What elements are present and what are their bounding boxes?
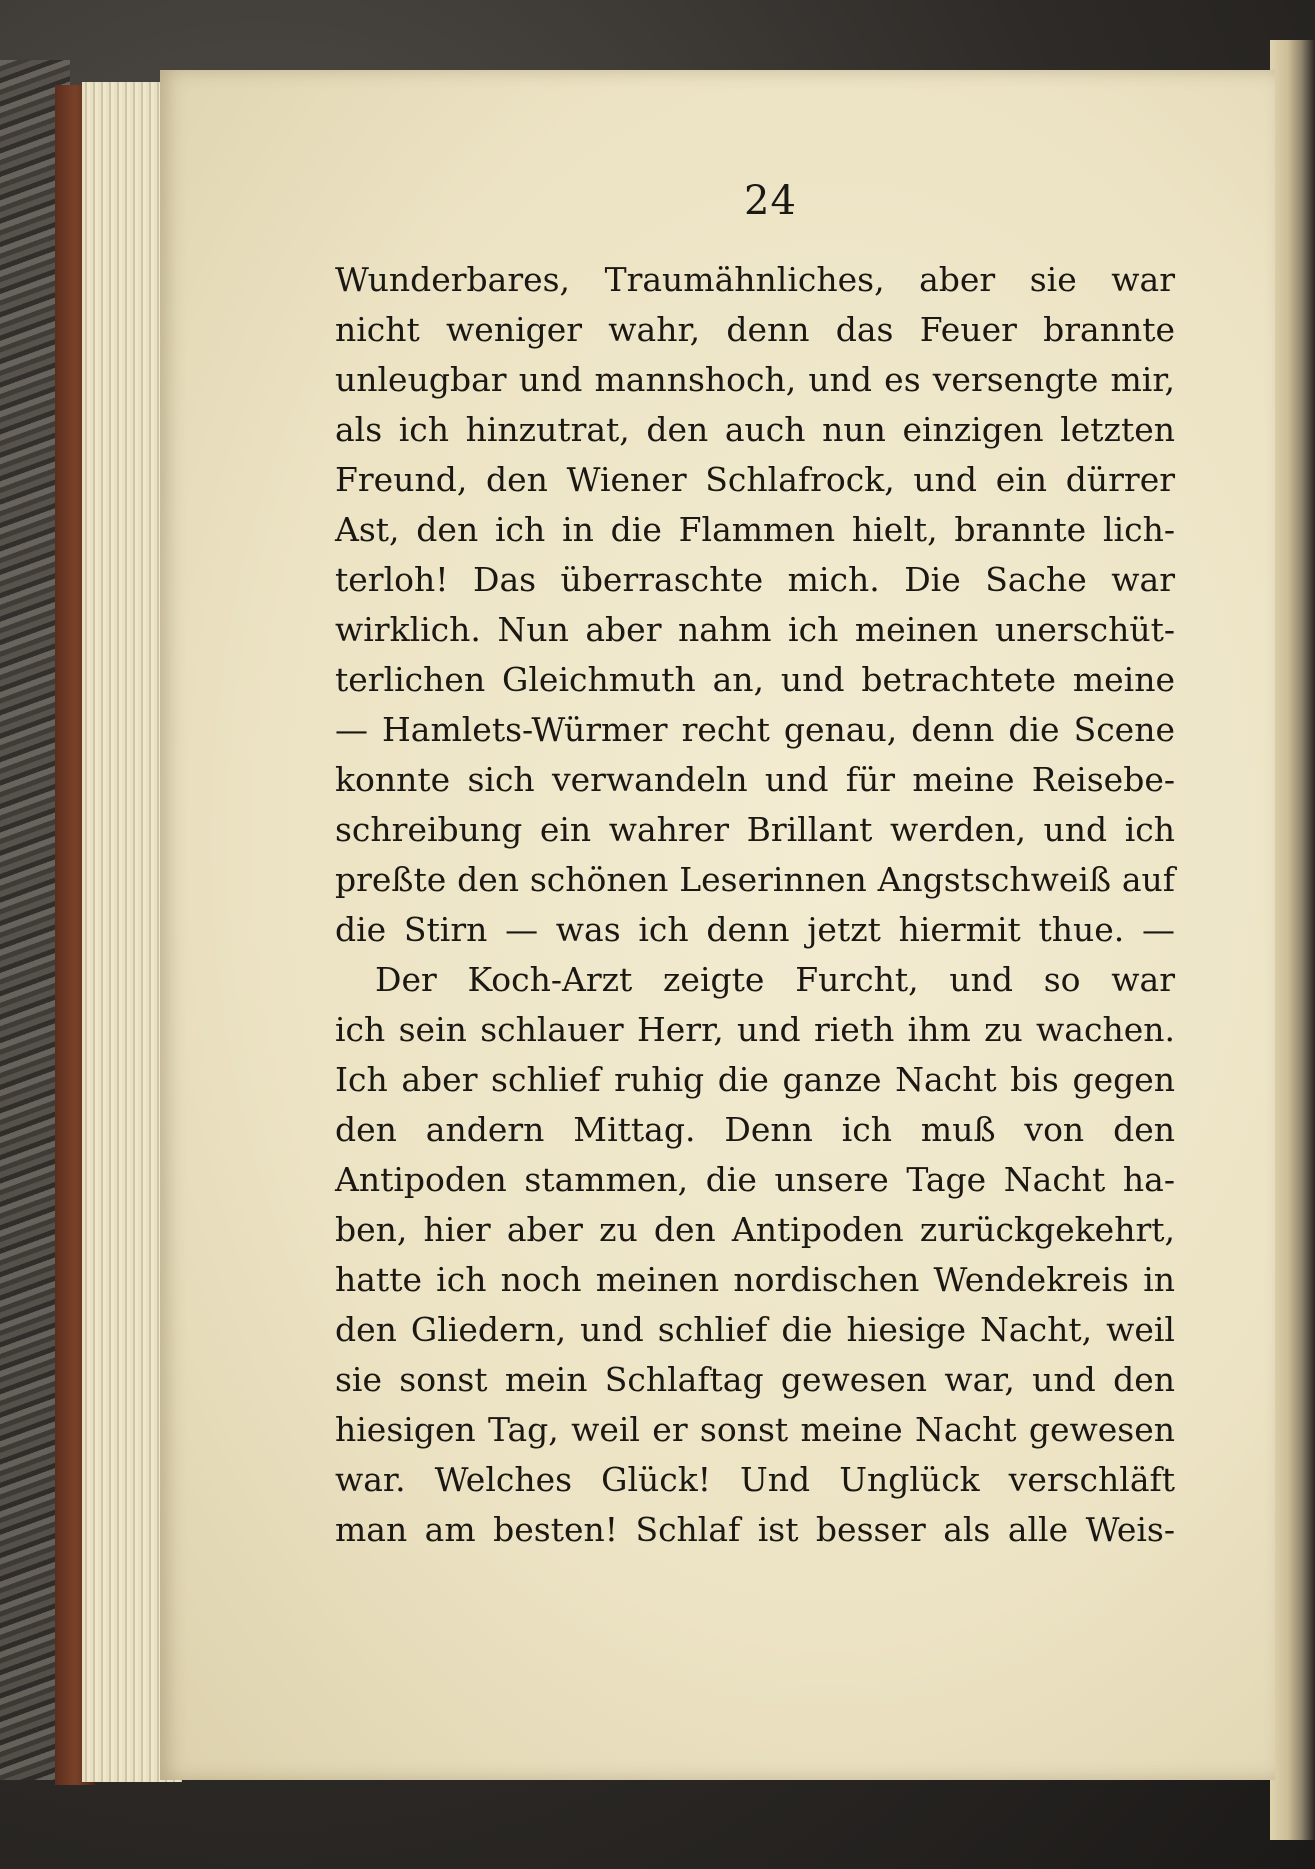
page-number: 24 bbox=[744, 178, 797, 224]
text-line: unleugbar und mannshoch, und es versengte mir, bbox=[335, 360, 1175, 399]
text-line: hiesigen Tag, weil er sonst meine Nacht gewesen bbox=[335, 1410, 1175, 1449]
text-line: den andern Mittag. Denn ich muß von den bbox=[335, 1110, 1175, 1149]
text-line: konnte sich verwandeln und für meine Reisebe- bbox=[335, 760, 1175, 799]
text-line: war. Welches Glück! Und Unglück verschläft bbox=[335, 1460, 1175, 1499]
text-line: Freund, den Wiener Schlafrock, und ein dürrer bbox=[335, 460, 1175, 499]
text-line: schreibung ein wahrer Brillant werden, und ich bbox=[335, 810, 1175, 849]
text-line: wirklich. Nun aber nahm ich meinen unerschüt- bbox=[335, 610, 1175, 649]
text-line: hatte ich noch meinen nordischen Wendekreis in bbox=[335, 1260, 1175, 1299]
text-line: als ich hinzutrat, den auch nun einzigen letzten bbox=[335, 410, 1175, 449]
text-line: die Stirn — was ich denn jetzt hiermit thue. — bbox=[335, 910, 1175, 949]
text-line: Wunderbares, Traumähnliches, aber sie war bbox=[335, 260, 1175, 299]
text-line: — Hamlets-Würmer recht genau, denn die Scene bbox=[335, 710, 1175, 749]
text-line: ich sein schlauer Herr, und rieth ihm zu wachen. bbox=[335, 1010, 1175, 1049]
text-line: sie sonst mein Schlaftag gewesen war, und den bbox=[335, 1360, 1175, 1399]
text-line: Der Koch-Arzt zeigte Furcht, und so war bbox=[375, 960, 1175, 999]
facing-page-edge bbox=[1270, 40, 1315, 1840]
text-line: ben, hier aber zu den Antipoden zurückgekehrt, bbox=[335, 1210, 1175, 1249]
body-text bbox=[335, 255, 1175, 1555]
text-line: Ast, den ich in die Flammen hielt, brannte lich- bbox=[335, 510, 1175, 549]
text-line: terlichen Gleichmuth an, und betrachtete meine bbox=[335, 660, 1175, 699]
text-line: Antipoden stammen, die unsere Tage Nacht ha- bbox=[335, 1160, 1175, 1199]
text-line: man am besten! Schlaf ist besser als alle Weis- bbox=[335, 1510, 1175, 1549]
text-line: preßte den schönen Leserinnen Angstschweiß auf bbox=[335, 860, 1175, 899]
text-line: den Gliedern, und schlief die hiesige Nacht, weil bbox=[335, 1310, 1175, 1349]
text-line: Ich aber schlief ruhig die ganze Nacht bis gegen bbox=[335, 1060, 1175, 1099]
text-line: nicht weniger wahr, denn das Feuer brannte bbox=[335, 310, 1175, 349]
text-line: terloh! Das überraschte mich. Die Sache war bbox=[335, 560, 1175, 599]
